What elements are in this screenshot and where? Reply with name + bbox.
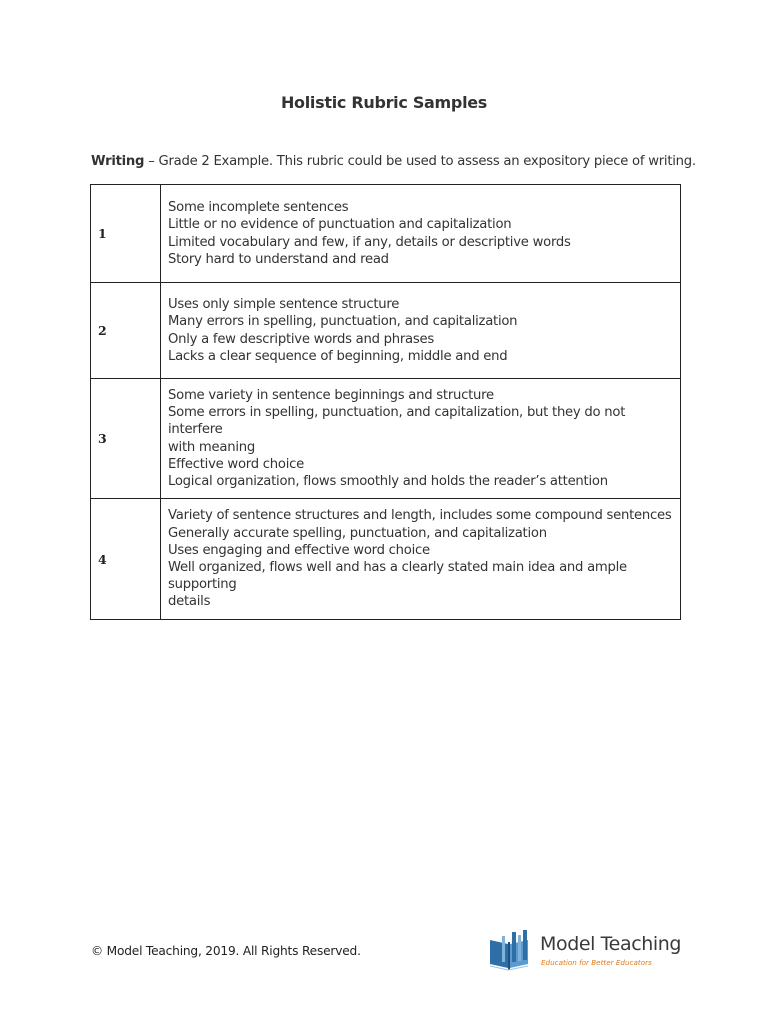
rubric-row-1 [91,185,681,283]
logo-name: Model Teaching [540,933,682,955]
rubric-table [90,184,681,620]
intro-text: – Grade 2 Example. This rubric could be used to assess an expository piece of writing. [144,154,696,169]
page-title: Holistic Rubric Samples [280,93,488,112]
score-cell: 4 [91,499,161,620]
intro-paragraph [91,154,696,169]
criteria-cell [161,185,681,283]
criteria-line: Uses only simple sentence structure [168,297,400,313]
criteria-line: Many errors in spelling, punctuation, and capitalization [168,314,518,330]
logo-tagline: Education for Better Educators [541,958,652,967]
criteria-line: Effective word choice [168,456,304,472]
criteria-line: Generally accurate spelling, punctuation, and capitalization [168,525,547,541]
criteria-line: with meaning [168,439,255,455]
criteria-line: Variety of sentence structures and length, includes some compound sentences [168,508,672,524]
model-teaching-logo [488,928,688,972]
criteria-line: Little or no evidence of punctuation and capitalization [168,217,512,233]
criteria-line: Some errors in spelling, punctuation, and capitalization, but they do not interfere [168,405,626,438]
rubric-row-4 [91,499,681,620]
score-cell: 1 [91,185,161,283]
score-cell: 2 [91,283,161,379]
open-book-building-icon [488,928,534,972]
criteria-line: details [168,594,211,610]
intro-label: Writing [91,154,145,169]
criteria-line: Some incomplete sentences [168,200,349,216]
footer-copyright: © Model Teaching, 2019. All Rights Reserved. [91,944,361,958]
criteria-cell [161,379,681,499]
criteria-cell [161,499,681,620]
rubric-row-3 [91,379,681,499]
criteria-line: Only a few descriptive words and phrases [168,331,434,347]
criteria-line: Lacks a clear sequence of beginning, middle and end [168,348,508,364]
criteria-line: Story hard to understand and read [168,251,389,267]
criteria-line: Limited vocabulary and few, if any, details or descriptive words [168,234,571,250]
criteria-cell [161,283,681,379]
criteria-line: Logical organization, flows smoothly and holds the reader’s attention [168,473,608,489]
criteria-line: Some variety in sentence beginnings and structure [168,387,494,403]
criteria-line: Well organized, flows well and has a clearly stated main idea and ample supporting [168,560,627,593]
criteria-line: Uses engaging and effective word choice [168,542,430,558]
score-cell: 3 [91,379,161,499]
rubric-row-2 [91,283,681,379]
